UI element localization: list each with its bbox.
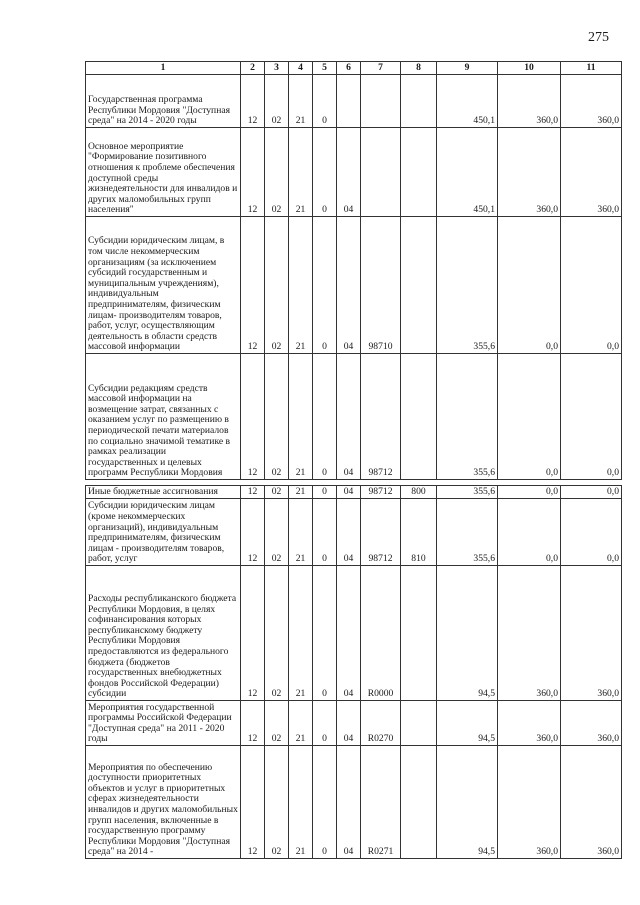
amount-cell: 0,0 xyxy=(561,217,622,354)
code-cell xyxy=(401,354,437,480)
code-cell: 12 xyxy=(241,746,265,859)
code-cell xyxy=(401,75,437,128)
code-cell xyxy=(361,75,401,128)
amount-cell: 360,0 xyxy=(561,75,622,128)
code-cell: R0000 xyxy=(361,566,401,701)
code-cell: 0 xyxy=(313,217,337,354)
code-cell xyxy=(401,746,437,859)
header-cell: 4 xyxy=(289,62,313,75)
page-number: 275 xyxy=(588,30,609,45)
code-cell: 21 xyxy=(289,128,313,217)
code-cell: 98710 xyxy=(361,217,401,354)
code-cell: 02 xyxy=(265,701,289,746)
table-row xyxy=(86,217,622,354)
code-cell: 21 xyxy=(289,217,313,354)
amount-cell: 0,0 xyxy=(561,499,622,566)
amount-cell: 0,0 xyxy=(498,486,561,499)
table-row xyxy=(86,566,622,701)
code-cell xyxy=(401,701,437,746)
row-name: Иные бюджетные ассигнования xyxy=(86,486,241,499)
amount-cell: 360,0 xyxy=(561,566,622,701)
code-cell: 02 xyxy=(265,128,289,217)
code-cell: 0 xyxy=(313,75,337,128)
header-cell: 11 xyxy=(561,62,622,75)
amount-cell: 355,6 xyxy=(437,486,498,499)
header-cell: 9 xyxy=(437,62,498,75)
amount-cell: 360,0 xyxy=(498,566,561,701)
row-name: Мероприятия государственной программы Российской Федерации "Доступная среда" на 2011 - 2020 годы xyxy=(86,701,241,746)
table-row xyxy=(86,701,622,746)
code-cell: 98712 xyxy=(361,499,401,566)
code-cell: 02 xyxy=(265,75,289,128)
code-cell: 0 xyxy=(313,566,337,701)
code-cell: 0 xyxy=(313,128,337,217)
code-cell: 12 xyxy=(241,701,265,746)
code-cell: 12 xyxy=(241,217,265,354)
code-cell xyxy=(361,128,401,217)
code-cell: 02 xyxy=(265,486,289,499)
code-cell: 800 xyxy=(401,486,437,499)
amount-cell: 0,0 xyxy=(561,354,622,480)
code-cell: 21 xyxy=(289,354,313,480)
code-cell: 04 xyxy=(337,217,361,354)
amount-cell: 360,0 xyxy=(498,75,561,128)
code-cell: 21 xyxy=(289,701,313,746)
code-cell: 0 xyxy=(313,354,337,480)
amount-cell: 0,0 xyxy=(498,499,561,566)
amount-cell: 355,6 xyxy=(437,354,498,480)
header-cell: 5 xyxy=(313,62,337,75)
header-cell: 1 xyxy=(86,62,241,75)
table-row xyxy=(86,746,622,859)
header-cell: 3 xyxy=(265,62,289,75)
amount-cell: 360,0 xyxy=(561,701,622,746)
code-cell: 0 xyxy=(313,746,337,859)
amount-cell: 360,0 xyxy=(498,128,561,217)
code-cell: 21 xyxy=(289,75,313,128)
code-cell: 04 xyxy=(337,128,361,217)
code-cell: 12 xyxy=(241,566,265,701)
code-cell: 04 xyxy=(337,354,361,480)
header-cell: 8 xyxy=(401,62,437,75)
code-cell: 12 xyxy=(241,499,265,566)
row-name: Расходы республиканского бюджета Республики Мордовия, в целях софинансирования которых республиканскому бюджету Республики Мордовия предоставляются из федерального бюджета (бюджетов государственных внебюджетных фондов Российской Федерации) субсидии xyxy=(86,566,241,701)
code-cell: 12 xyxy=(241,354,265,480)
amount-cell: 360,0 xyxy=(561,746,622,859)
code-cell xyxy=(401,566,437,701)
code-cell xyxy=(401,217,437,354)
code-cell: 0 xyxy=(313,701,337,746)
code-cell: 21 xyxy=(289,746,313,859)
code-cell: 98712 xyxy=(361,354,401,480)
code-cell: 02 xyxy=(265,217,289,354)
code-cell: 12 xyxy=(241,75,265,128)
amount-cell: 450,1 xyxy=(437,128,498,217)
table-row xyxy=(86,75,622,128)
code-cell: 0 xyxy=(313,486,337,499)
header-cell: 6 xyxy=(337,62,361,75)
code-cell: 02 xyxy=(265,746,289,859)
amount-cell: 355,6 xyxy=(437,499,498,566)
code-cell xyxy=(401,128,437,217)
code-cell: 21 xyxy=(289,566,313,701)
code-cell: 810 xyxy=(401,499,437,566)
amount-cell: 360,0 xyxy=(498,701,561,746)
header-cell: 10 xyxy=(498,62,561,75)
amount-cell: 94,5 xyxy=(437,566,498,701)
code-cell: 04 xyxy=(337,701,361,746)
row-name: Мероприятия по обеспечению доступности приоритетных объектов и услуг в приоритетных сферах жизнедеятельности инвалидов и других маломобильных групп населения, включенные в государственную программу Республики Мордовия "Доступная среда" на 2014 - xyxy=(86,746,241,859)
code-cell: 12 xyxy=(241,486,265,499)
code-cell: 12 xyxy=(241,128,265,217)
code-cell: 04 xyxy=(337,566,361,701)
amount-cell: 450,1 xyxy=(437,75,498,128)
row-name: Субсидии редакциям средств массовой информации на возмещение затрат, связанных с оказанием услуг по размещению в периодической печати материалов по социально значимой тематике в рамках реализации государственных и целевых программ Республики Мордовия xyxy=(86,354,241,480)
table-row xyxy=(86,354,622,480)
amount-cell: 0,0 xyxy=(498,354,561,480)
table-row xyxy=(86,486,622,499)
code-cell: R0270 xyxy=(361,701,401,746)
row-name: Субсидии юридическим лицам (кроме некоммерческих организаций), индивидуальным предпринимателям, физическим лицам - производителям товаров, работ, услуг xyxy=(86,499,241,566)
amount-cell: 0,0 xyxy=(498,217,561,354)
code-cell xyxy=(337,75,361,128)
code-cell: 0 xyxy=(313,499,337,566)
code-cell: 98712 xyxy=(361,486,401,499)
code-cell: 04 xyxy=(337,746,361,859)
amount-cell: 355,6 xyxy=(437,217,498,354)
table-row xyxy=(86,499,622,566)
amount-cell: 360,0 xyxy=(561,128,622,217)
amount-cell: 360,0 xyxy=(498,746,561,859)
code-cell: 21 xyxy=(289,499,313,566)
header-cell: 7 xyxy=(361,62,401,75)
code-cell: 02 xyxy=(265,354,289,480)
code-cell: R0271 xyxy=(361,746,401,859)
code-cell: 02 xyxy=(265,566,289,701)
code-cell: 04 xyxy=(337,486,361,499)
code-cell: 04 xyxy=(337,499,361,566)
code-cell: 02 xyxy=(265,499,289,566)
table-row xyxy=(86,128,622,217)
header-cell: 2 xyxy=(241,62,265,75)
amount-cell: 94,5 xyxy=(437,701,498,746)
code-cell: 21 xyxy=(289,486,313,499)
amount-cell: 94,5 xyxy=(437,746,498,859)
row-name: Государственная программа Республики Мордовия "Доступная среда" на 2014 - 2020 годы xyxy=(86,75,241,128)
budget-table xyxy=(85,61,622,859)
header-row xyxy=(86,62,622,75)
row-name: Основное мероприятие "Формирование позитивного отношения к проблеме обеспечения доступной среды жизнедеятельности для инвалидов и других маломобильных групп населения" xyxy=(86,128,241,217)
row-name: Субсидии юридическим лицам, в том числе некоммерческим организациям (за исключением субсидий государственным и муниципальным учреждениям), индивидуальным предпринимателям, физическим лицам- производителям товаров, работ, услуг, осуществляющим деятельность в области средств массовой информации xyxy=(86,217,241,354)
amount-cell: 0,0 xyxy=(561,486,622,499)
